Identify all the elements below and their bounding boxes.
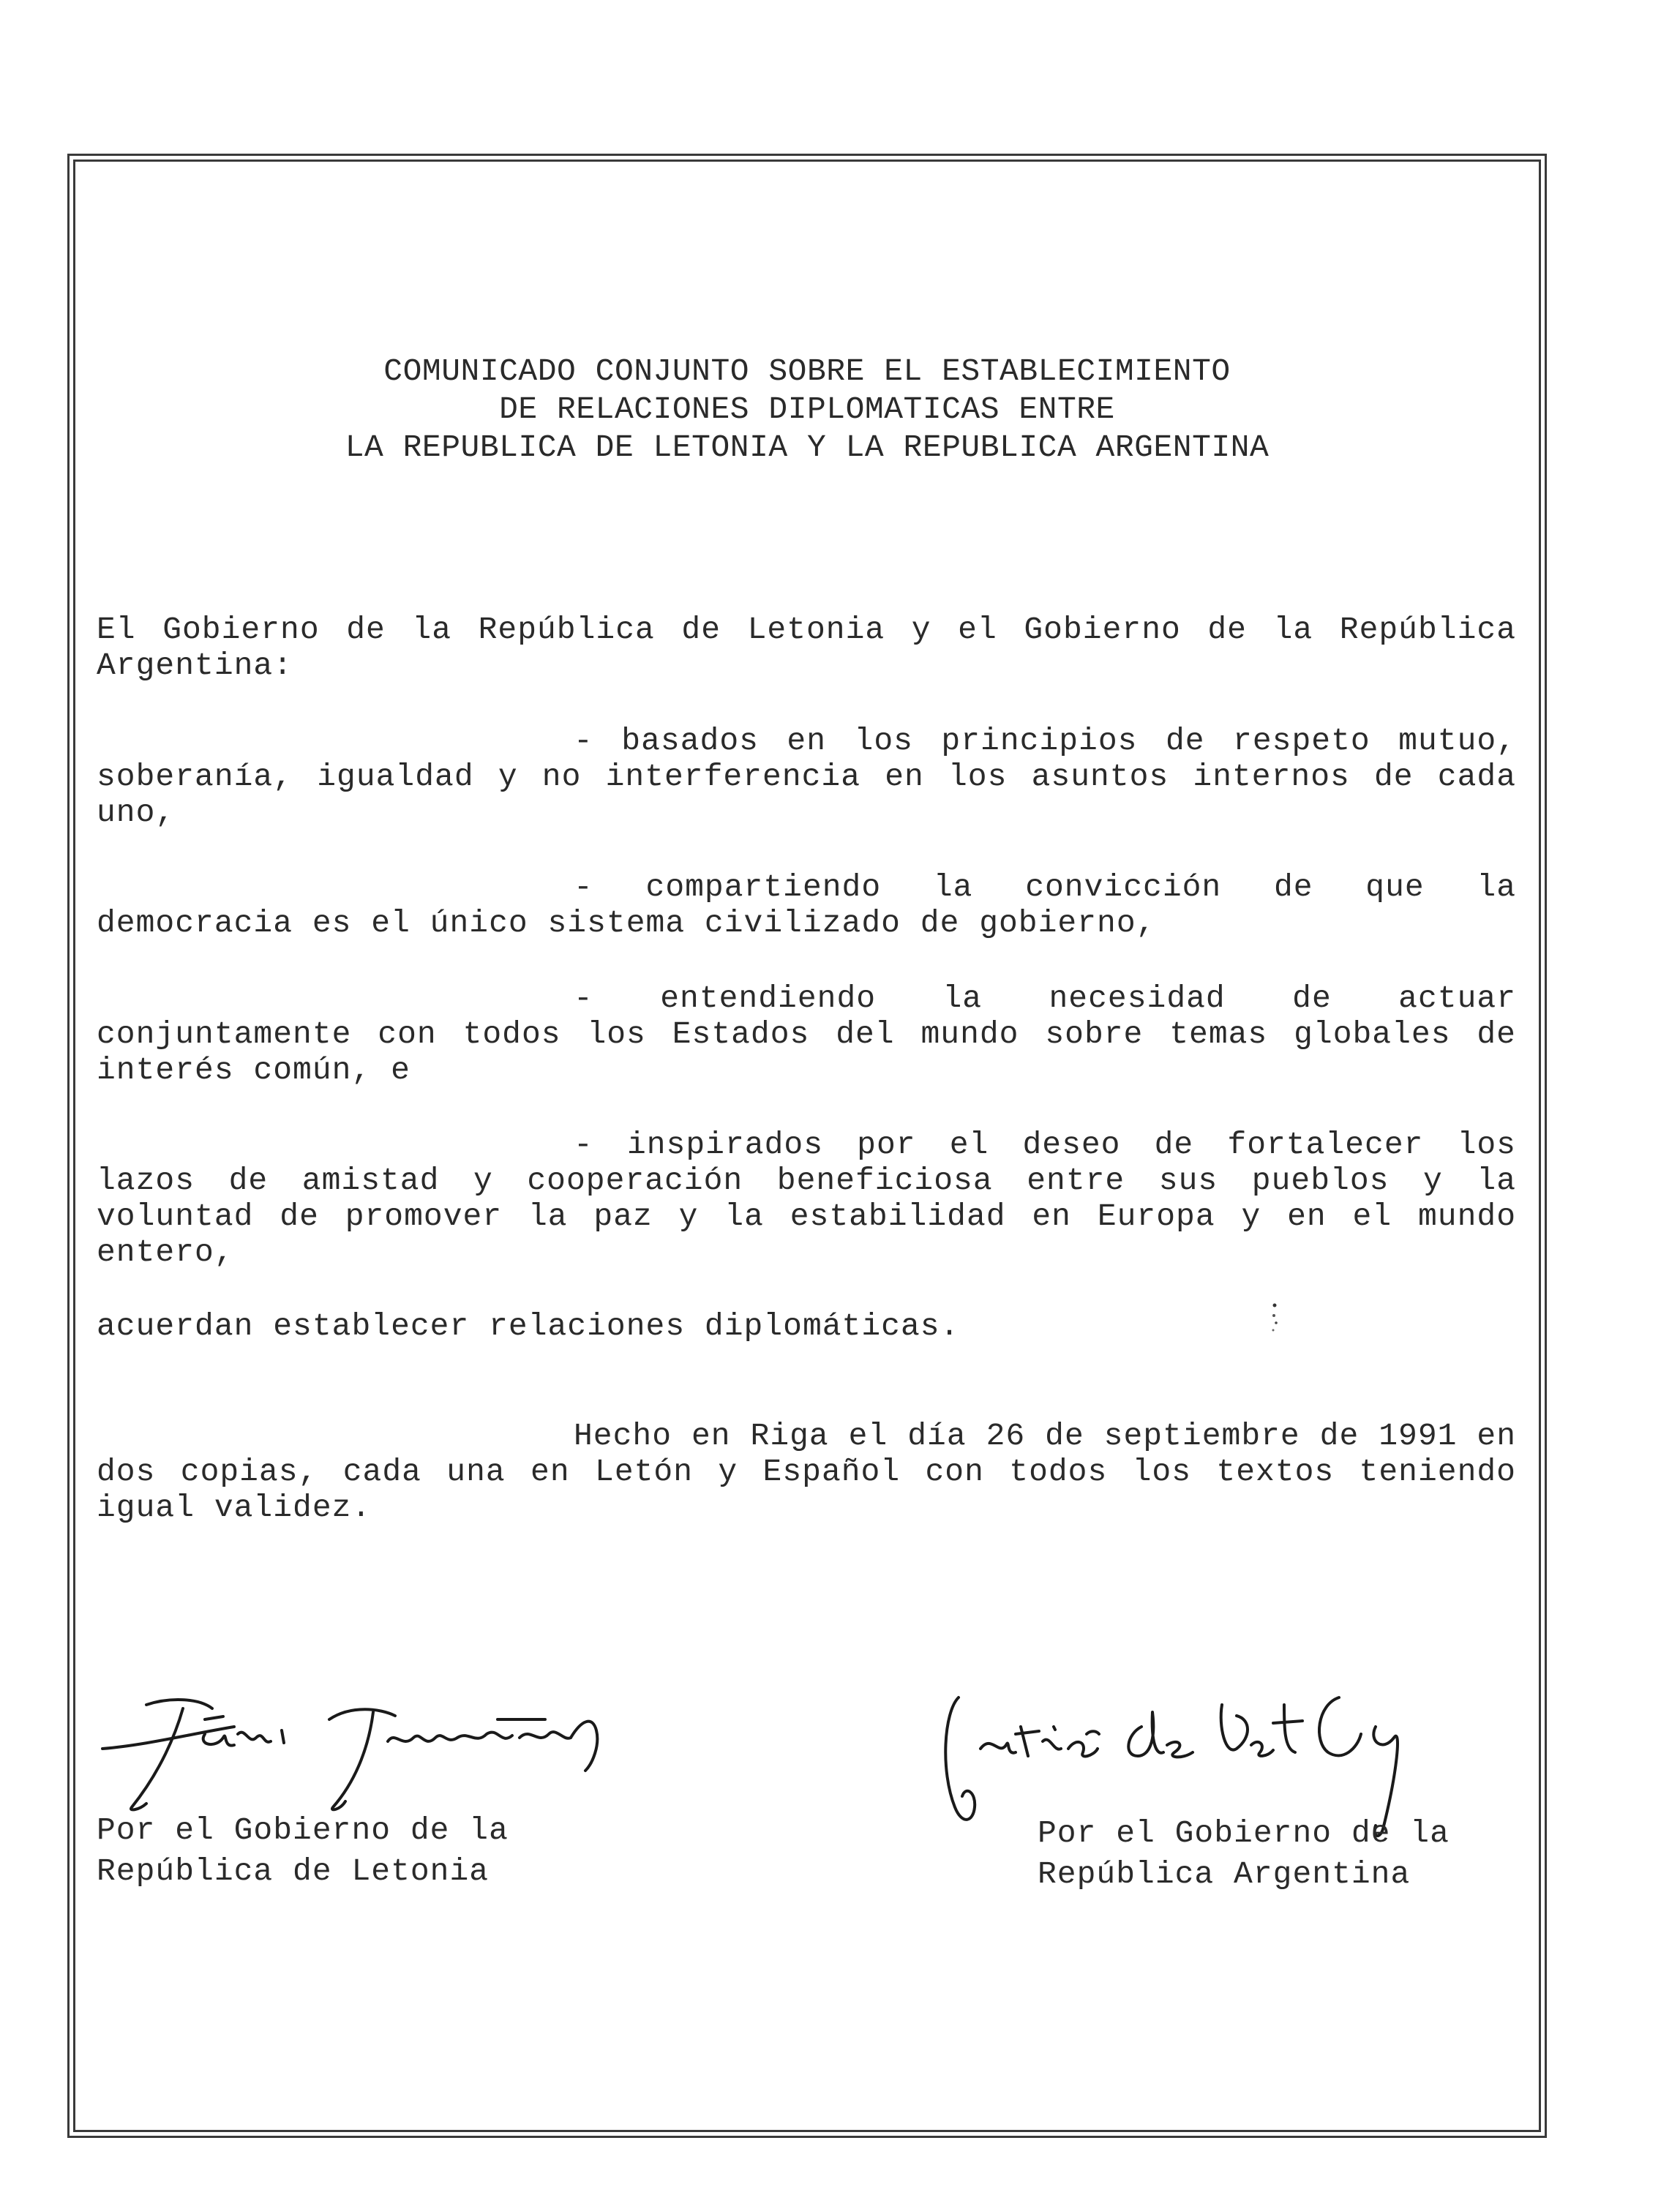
signature-caption-argentina xyxy=(1038,1813,1450,1895)
intro-paragraph: El Gobierno de la República de Letonia y el Gobierno de la República Argentina: xyxy=(97,612,1516,683)
clause-item-2: - compartiendo la convicción de que la democracia es el único sistema civilizado de gobierno, xyxy=(97,869,1516,941)
signature-latvia xyxy=(88,1676,659,1815)
signature-caption-line-1: Por el Gobierno de la xyxy=(97,1812,509,1848)
document-title xyxy=(80,353,1534,467)
resolution-paragraph: acuerdan establecer relaciones diplomáticas. xyxy=(97,1308,960,1344)
signature-caption-latvia xyxy=(97,1810,509,1892)
clause-item-1: - basados en los principios de respeto mutuo, soberanía, igualdad y no interferencia en los asuntos internos de cada uno, xyxy=(97,723,1516,830)
closing-paragraph: Hecho en Riga el día 26 de septiembre de 1991 en dos copias, cada una en Letón y Español con todos los textos teniendo igual validez. xyxy=(97,1418,1516,1526)
clause-item-4: - inspirados por el deseo de fortalecer los lazos de amistad y cooperación beneficiosa entre sus pueblos y la voluntad de promover la paz y la estabilidad en Europa y en el mundo entero, xyxy=(97,1127,1516,1270)
title-line-1: COMUNICADO CONJUNTO SOBRE EL ESTABLECIMIENTO xyxy=(383,353,1231,389)
clause-item-3: - entendiendo la necesidad de actuar conjuntamente con todos los Estados del mundo sobre temas globales de interés común, e xyxy=(97,980,1516,1088)
signature-caption-line-2: República Argentina xyxy=(1038,1856,1411,1892)
paper-speck-mark xyxy=(1270,1302,1280,1339)
title-line-3: LA REPUBLICA DE LETONIA Y LA REPUBLICA ARGENTINA xyxy=(345,429,1270,465)
signature-caption-line-1: Por el Gobierno de la xyxy=(1038,1815,1450,1851)
title-line-2: DE RELACIONES DIPLOMATICAS ENTRE xyxy=(499,391,1115,427)
signature-caption-line-2: República de Letonia xyxy=(97,1853,490,1889)
